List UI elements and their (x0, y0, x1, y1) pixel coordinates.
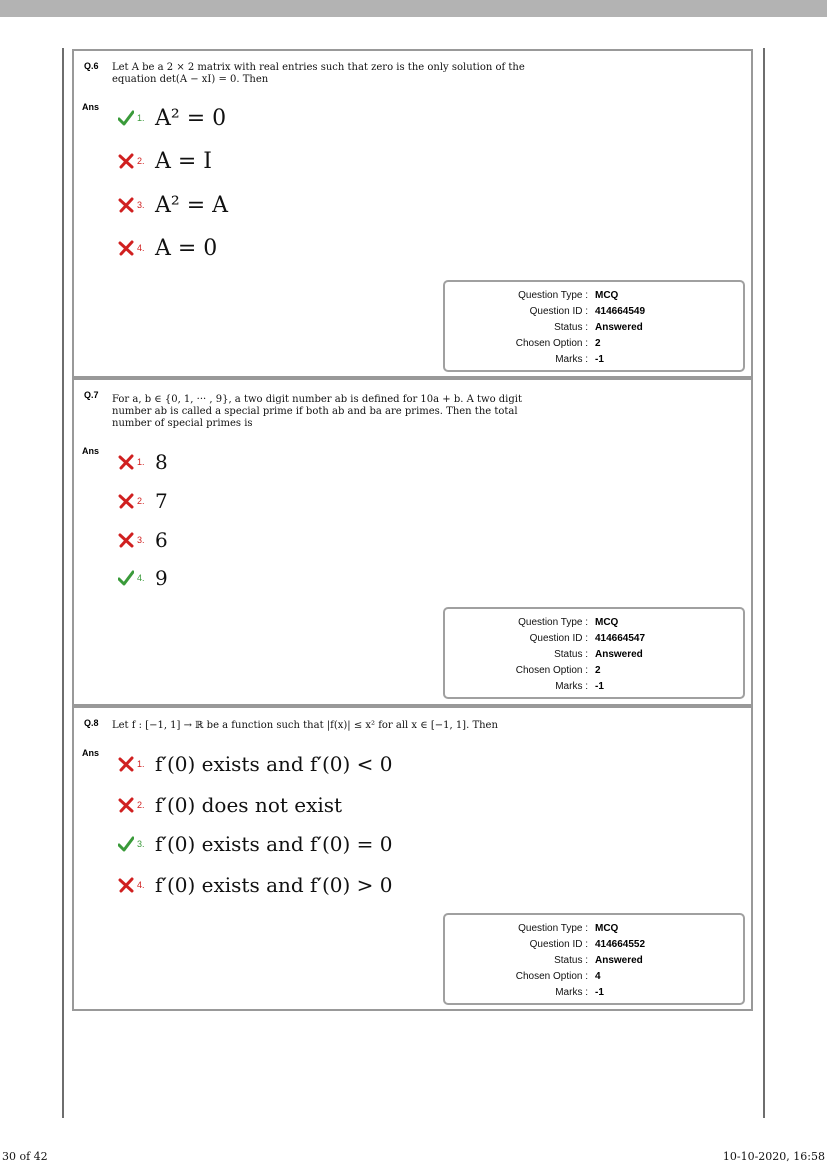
question-info-panel (443, 607, 745, 699)
info-label: Question Type : (518, 290, 588, 301)
question-type-value: MCQ (595, 923, 619, 934)
marks-value: -1 (595, 987, 604, 998)
option-4 (118, 233, 217, 263)
option-text: A² = A (155, 192, 229, 218)
option-2 (118, 486, 168, 516)
option-number: 2. (137, 800, 145, 810)
cross-icon (118, 756, 134, 772)
question-block-q6 (72, 49, 753, 378)
option-2 (118, 146, 212, 176)
option-2 (118, 790, 342, 820)
question-id-value: 414664552 (595, 939, 646, 950)
option-3 (118, 190, 228, 220)
option-number: 3. (137, 839, 145, 849)
option-number: 4. (137, 573, 145, 583)
info-label: Question ID : (529, 633, 588, 644)
info-label: Marks : (555, 681, 588, 692)
check-icon (118, 110, 134, 126)
info-label: Question ID : (529, 306, 588, 317)
question-number: Q.6 (84, 61, 99, 71)
info-label: Question Type : (518, 923, 588, 934)
option-3 (118, 829, 393, 859)
question-number: Q.7 (84, 390, 99, 400)
question-block-q8 (72, 706, 753, 1011)
info-label: Status : (554, 322, 588, 333)
option-number: 3. (137, 535, 145, 545)
info-label: Chosen Option : (515, 971, 588, 982)
check-icon (118, 836, 134, 852)
option-number: 1. (137, 457, 145, 467)
option-number: 4. (137, 243, 145, 253)
cross-icon (118, 493, 134, 509)
cross-icon (118, 532, 134, 548)
option-text: A = I (155, 148, 212, 174)
question-info-panel (443, 913, 745, 1005)
option-1 (118, 103, 226, 133)
answer-label: Ans (82, 748, 100, 758)
check-icon (118, 570, 134, 586)
info-label: Marks : (555, 987, 588, 998)
status-value: Answered (595, 955, 643, 966)
answer-label: Ans (82, 446, 100, 456)
top-bar (0, 0, 827, 17)
print-datetime: 10-10-2020, 16:58 (722, 1150, 825, 1163)
info-label: Status : (554, 649, 588, 660)
question-id-value: 414664549 (595, 306, 646, 317)
option-4 (118, 870, 393, 900)
info-label: Status : (554, 955, 588, 966)
option-4 (118, 563, 168, 593)
info-label: Question Type : (518, 617, 588, 628)
cross-icon (118, 197, 134, 213)
info-label: Chosen Option : (515, 338, 588, 349)
question-block-q7 (72, 378, 753, 706)
option-number: 2. (137, 496, 145, 506)
status-value: Answered (595, 649, 643, 660)
info-label: Question ID : (529, 939, 588, 950)
option-number: 1. (137, 759, 145, 769)
cross-icon (118, 877, 134, 893)
option-text: f′(0) does not exist (155, 793, 343, 817)
question-type-value: MCQ (595, 617, 619, 628)
option-number: 1. (137, 113, 145, 123)
option-text: 8 (155, 450, 168, 474)
marks-value: -1 (595, 354, 604, 365)
option-1 (118, 749, 393, 779)
page-counter: 30 of 42 (2, 1150, 48, 1163)
chosen-option-value: 4 (595, 971, 601, 982)
question-id-value: 414664547 (595, 633, 646, 644)
status-value: Answered (595, 322, 643, 333)
option-text: 7 (155, 489, 168, 513)
cross-icon (118, 240, 134, 256)
cross-icon (118, 454, 134, 470)
option-text: 6 (155, 528, 168, 552)
question-info-panel (443, 280, 745, 372)
option-text: A² = 0 (155, 105, 227, 131)
option-text: 9 (155, 566, 168, 590)
question-type-value: MCQ (595, 290, 619, 301)
question-text: Let A be a 2 × 2 matrix with real entries such that zero is the only solution of the equation det(A − xI) = 0. Then (112, 62, 525, 85)
option-3 (118, 525, 168, 555)
option-text: f′(0) exists and f′(0) > 0 (155, 873, 393, 897)
option-1 (118, 447, 168, 477)
option-number: 4. (137, 880, 145, 890)
marks-value: -1 (595, 681, 604, 692)
left-margin-line (62, 48, 64, 1118)
question-text: Let f : [−1, 1] → ℝ be a function such that |f(x)| ≤ x² for all x ∈ [−1, 1]. Then (112, 720, 498, 731)
cross-icon (118, 797, 134, 813)
question-number: Q.8 (84, 718, 99, 728)
info-label: Chosen Option : (515, 665, 588, 676)
option-text: A = 0 (155, 235, 218, 261)
option-number: 3. (137, 200, 145, 210)
chosen-option-value: 2 (595, 338, 601, 349)
info-label: Marks : (555, 354, 588, 365)
option-text: f′(0) exists and f′(0) = 0 (155, 832, 393, 856)
option-number: 2. (137, 156, 145, 166)
option-text: f′(0) exists and f′(0) < 0 (155, 752, 393, 776)
answer-label: Ans (82, 102, 100, 112)
question-text: For a, b ∈ {0, 1, ··· , 9}, a two digit number ab is defined for 10a + b. A two digit number ab is called a special prime if both ab and ba are primes. Then the total number of special primes is (112, 394, 522, 429)
chosen-option-value: 2 (595, 665, 601, 676)
cross-icon (118, 153, 134, 169)
right-margin-line (763, 48, 765, 1118)
